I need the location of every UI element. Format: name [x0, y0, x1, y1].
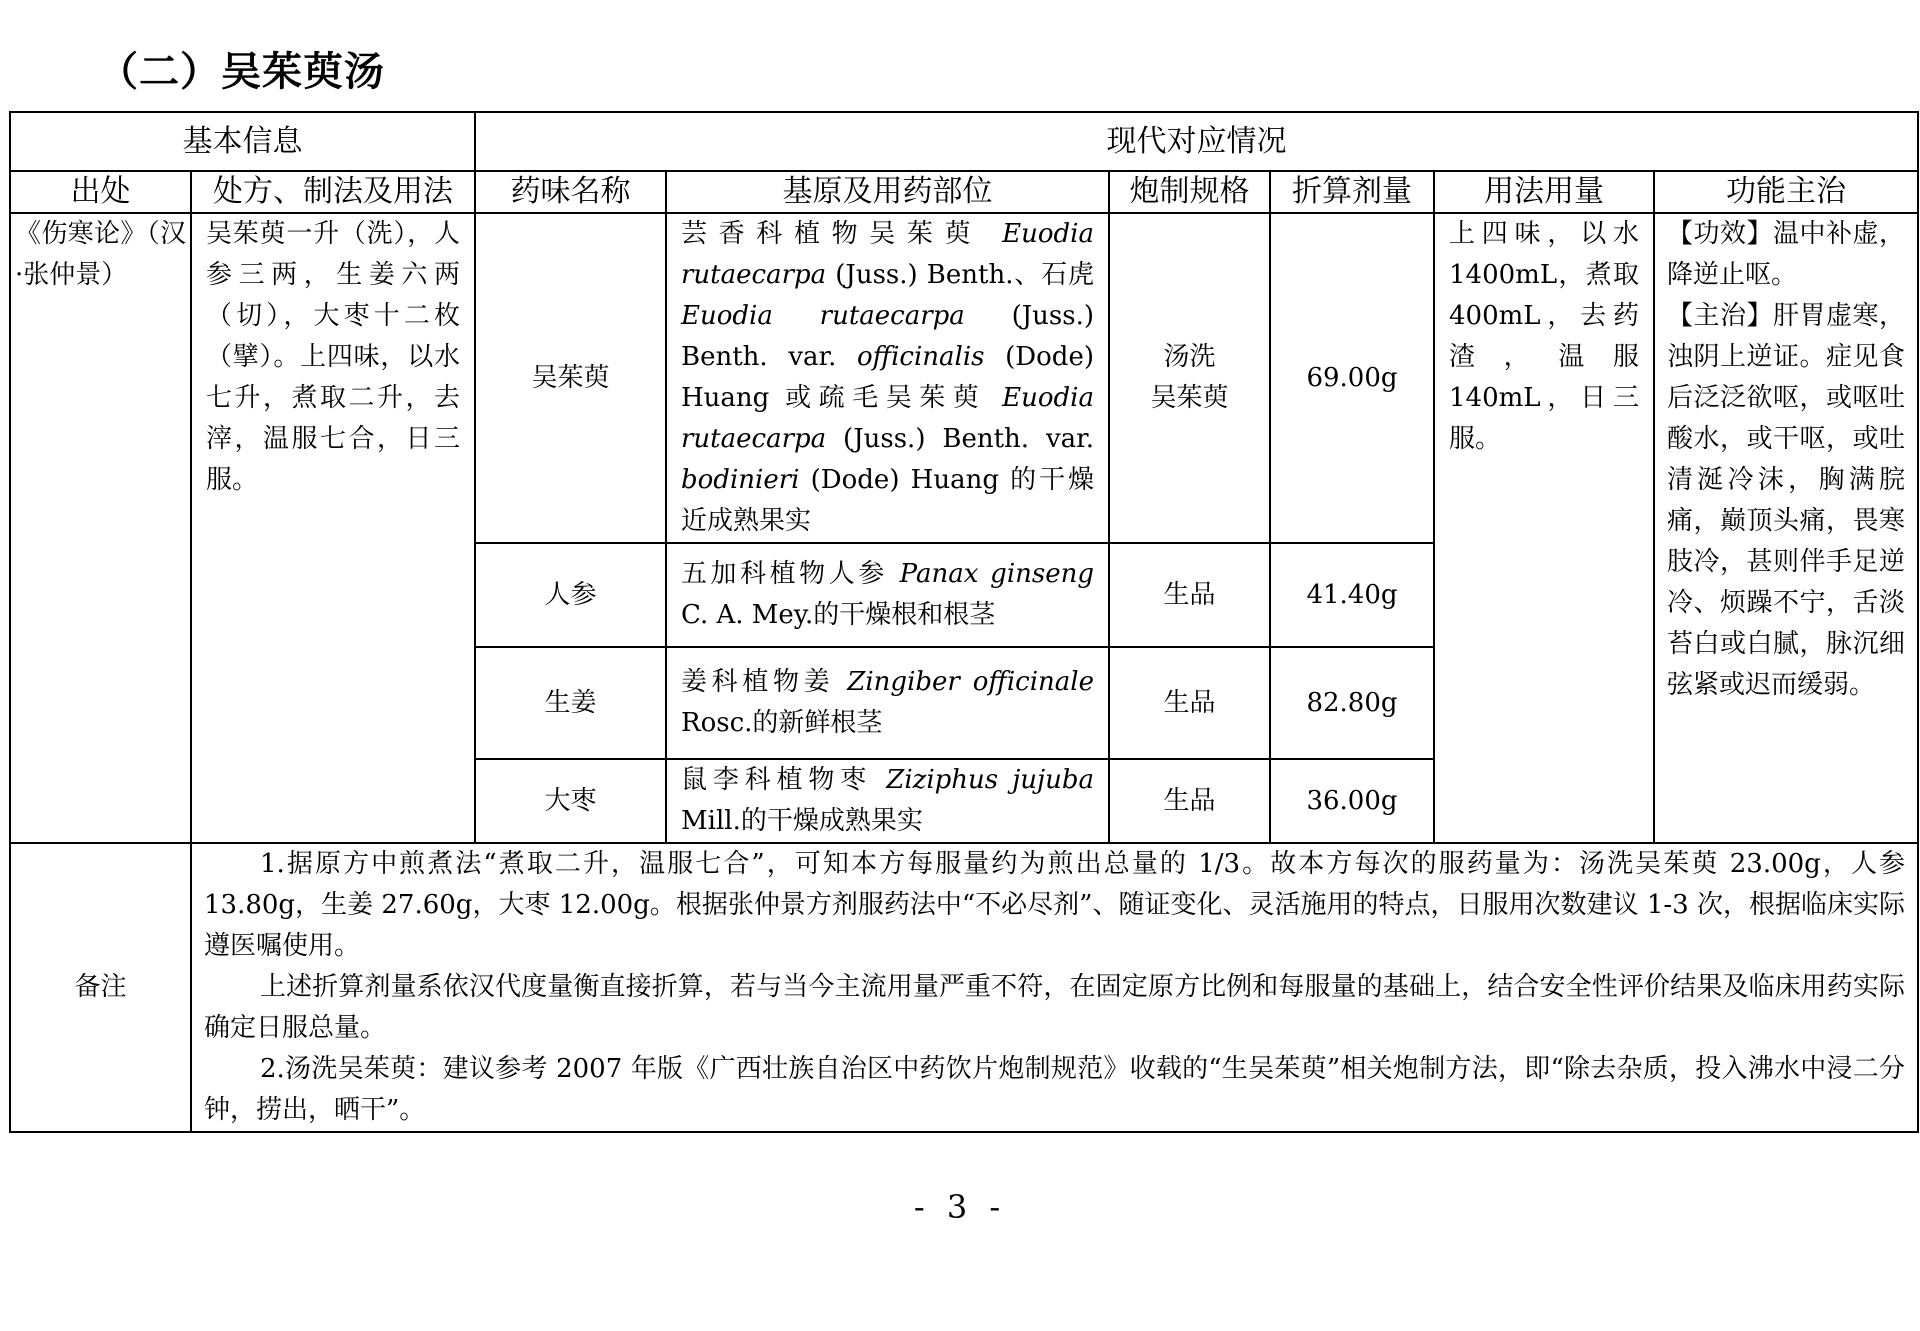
header-herb-name: 药味名称 [475, 171, 666, 213]
notes-content [191, 843, 1918, 1132]
herb-dose: 69.00g [1270, 213, 1434, 543]
header-basic-info: 基本信息 [10, 112, 475, 171]
page-number: - 3 - [913, 1188, 1007, 1226]
header-dose: 折算剂量 [1270, 171, 1434, 213]
herb-origin: 姜科植物姜 Zingiber officinale Rosc.的新鲜根茎 [666, 647, 1109, 759]
herb-origin: 鼠李科植物枣 Ziziphus jujuba Mill.的干燥成熟果实 [666, 759, 1109, 843]
header-row-2 [10, 171, 1918, 213]
header-usage: 用法用量 [1434, 171, 1654, 213]
source-cell: 《伤寒论》（汉·张仲景） [10, 213, 191, 843]
herb-name: 吴茱萸 [475, 213, 666, 543]
note-paragraph: 上述折算剂量系依汉代度量衡直接折算，若与当今主流用量严重不符，在固定原方比例和每服量的基础上，结合安全性评价结果及临床用药实际确定日服总量。 [204, 972, 1906, 1043]
header-source: 出处 [10, 171, 191, 213]
function-cell [1654, 213, 1918, 843]
herb-row [10, 213, 1918, 543]
header-processing: 炮制规格 [1109, 171, 1270, 213]
prescription-table [9, 111, 1919, 1133]
function-indication: 【主治】肝胃虚寒，浊阴上逆证。症见食后泛泛欲呕，或呕吐酸水，或干呕，或吐清涎冷沫，胸满脘痛，巅顶头痛，畏寒肢冷，甚则伴手足逆冷、烦躁不宁，舌淡苔白或白腻，脉沉细弦紧或迟而缓弱。 [1667, 301, 1906, 700]
herb-processing: 生品 [1109, 759, 1270, 843]
section-heading: （二）吴茱萸汤 [98, 49, 385, 95]
header-function: 功能主治 [1654, 171, 1918, 213]
herb-processing: 生品 [1109, 647, 1270, 759]
header-origin-part: 基原及用药部位 [666, 171, 1109, 213]
herb-processing: 汤洗 吴茱萸 [1109, 213, 1270, 543]
herb-dose: 82.80g [1270, 647, 1434, 759]
herb-dose: 36.00g [1270, 759, 1434, 843]
usage-cell: 上四味，以水1400mL，煮取400mL，去药渣，温服140mL，日三服。 [1434, 213, 1654, 843]
function-efficacy: 【功效】温中补虚，降逆止呕。 [1667, 219, 1906, 290]
prescription-cell: 吴茱萸一升（洗），人参三两，生姜六两（切），大枣十二枚（擘）。上四味，以水七升，煮取二升，去滓，温服七合，日三服。 [191, 213, 475, 843]
herb-name: 生姜 [475, 647, 666, 759]
notes-label: 备注 [10, 843, 191, 1132]
herb-origin: 五加科植物人参 Panax ginseng C. A. Mey.的干燥根和根茎 [666, 543, 1109, 647]
note-paragraph: 1.据原方中煎煮法“煮取二升，温服七合”，可知本方每服量约为煎出总量的 1/3。故本方每次的服药量为：汤洗吴茱萸 23.00g，人参 13.80g，生姜 27.60g，大枣 12.00g。根据张仲景方剂服药法中“不必尽剂”、随证变化、灵活施用的特点，日服用次数建议 1-3 次，根据临床实际遵医嘱使用。 [204, 849, 1906, 961]
header-prescription: 处方、制法及用法 [191, 171, 475, 213]
note-paragraph: 2.汤洗吴茱萸：建议参考 2007 年版《广西壮族自治区中药饮片炮制规范》收载的“生吴茱萸”相关炮制方法，即“除去杂质，投入沸水中浸二分钟，捞出，晒干”。 [204, 1054, 1906, 1125]
header-modern: 现代对应情况 [475, 112, 1918, 171]
herb-dose: 41.40g [1270, 543, 1434, 647]
herb-name: 人参 [475, 543, 666, 647]
herb-name: 大枣 [475, 759, 666, 843]
notes-row [10, 843, 1918, 1132]
herb-origin: 芸香科植物吴茱萸 Euodia rutaecarpa (Juss.) Benth.、石虎 Euodia rutaecarpa (Juss.) Benth. var. officinalis (Dode) Huang 或疏毛吴茱萸 Euodia rutaecarpa (Juss.) Benth. var. bodinieri (Dode) Huang 的干燥近成熟果实 [666, 213, 1109, 543]
herb-processing: 生品 [1109, 543, 1270, 647]
header-row-1 [10, 112, 1918, 171]
